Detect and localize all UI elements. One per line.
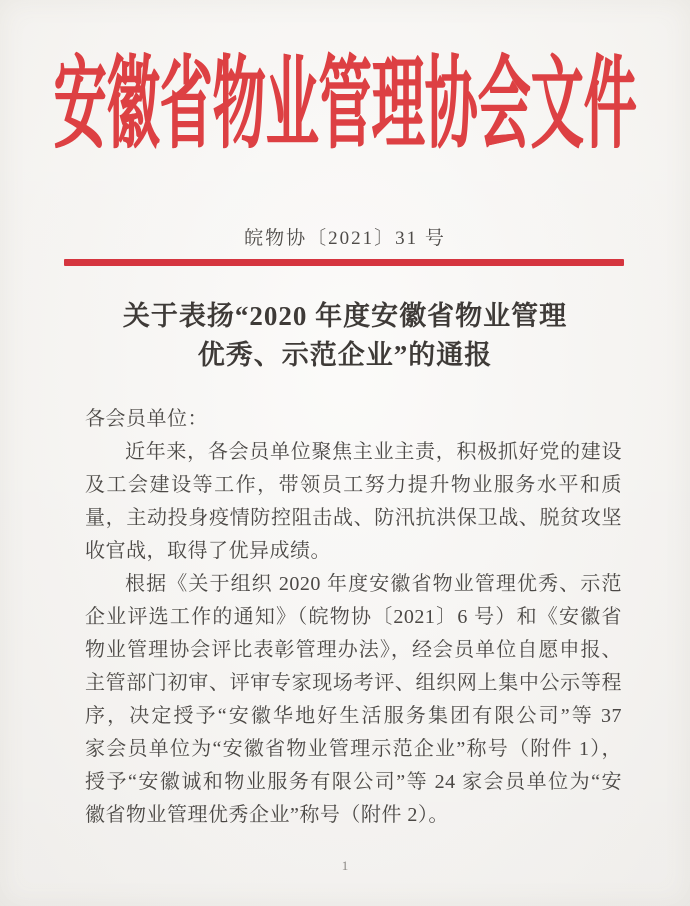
page-number: 1 [341,858,349,873]
red-divider-rule [64,259,624,266]
doc-title [0,297,690,375]
paragraph-line: 主管部门初审、评审专家现场考评、组织网上集中公示等程 [85,672,622,694]
letterhead [0,51,690,162]
org-title: 安徽省物业管理协会文件 [53,51,637,162]
paragraph-line: 收官战，取得了优异成绩。 [85,540,331,562]
paragraph-line: 根据《关于组织 2020 年度安徽省物业管理优秀、示范 [125,573,622,595]
paragraph-line: 企业评选工作的通知》（皖物协〔2021〕6 号）和《安徽省 [85,606,622,628]
doc-title-line-1: 关于表扬“2020 年度安徽省物业管理 [122,301,568,331]
paragraph-line: 物业管理协会评比表彰管理办法》，经会员单位自愿申报、 [85,639,622,661]
document-body [85,403,622,832]
paragraph-line: 徽省物业管理优秀企业”称号（附件 2）。 [85,804,449,826]
paragraph [85,436,622,568]
paragraph-line: 近年来，各会员单位聚焦主业主责，积极抓好党的建设 [125,441,622,463]
paragraph-line: 序，决定授予“安徽华地好生活服务集团有限公司”等 37 [85,705,622,727]
paragraph [85,568,622,832]
paragraph-line: 家会员单位为“安徽省物业管理示范企业”称号（附件 1）， [85,738,622,760]
paragraph-line: 及工会建设等工作，带领员工努力提升物业服务水平和质 [85,474,622,496]
paragraph-line: 量，主动投身疫情防控阻击战、防汛抗洪保卫战、脱贫攻坚 [85,507,622,529]
doc-title-line-2: 优秀、示范企业”的通报 [197,340,493,370]
salutation: 各会员单位： [85,408,208,430]
paragraph-line: 授予“安徽诚和物业服务有限公司”等 24 家会员单位为“安 [85,771,622,793]
doc-number: 皖物协〔2021〕31 号 [244,228,446,249]
